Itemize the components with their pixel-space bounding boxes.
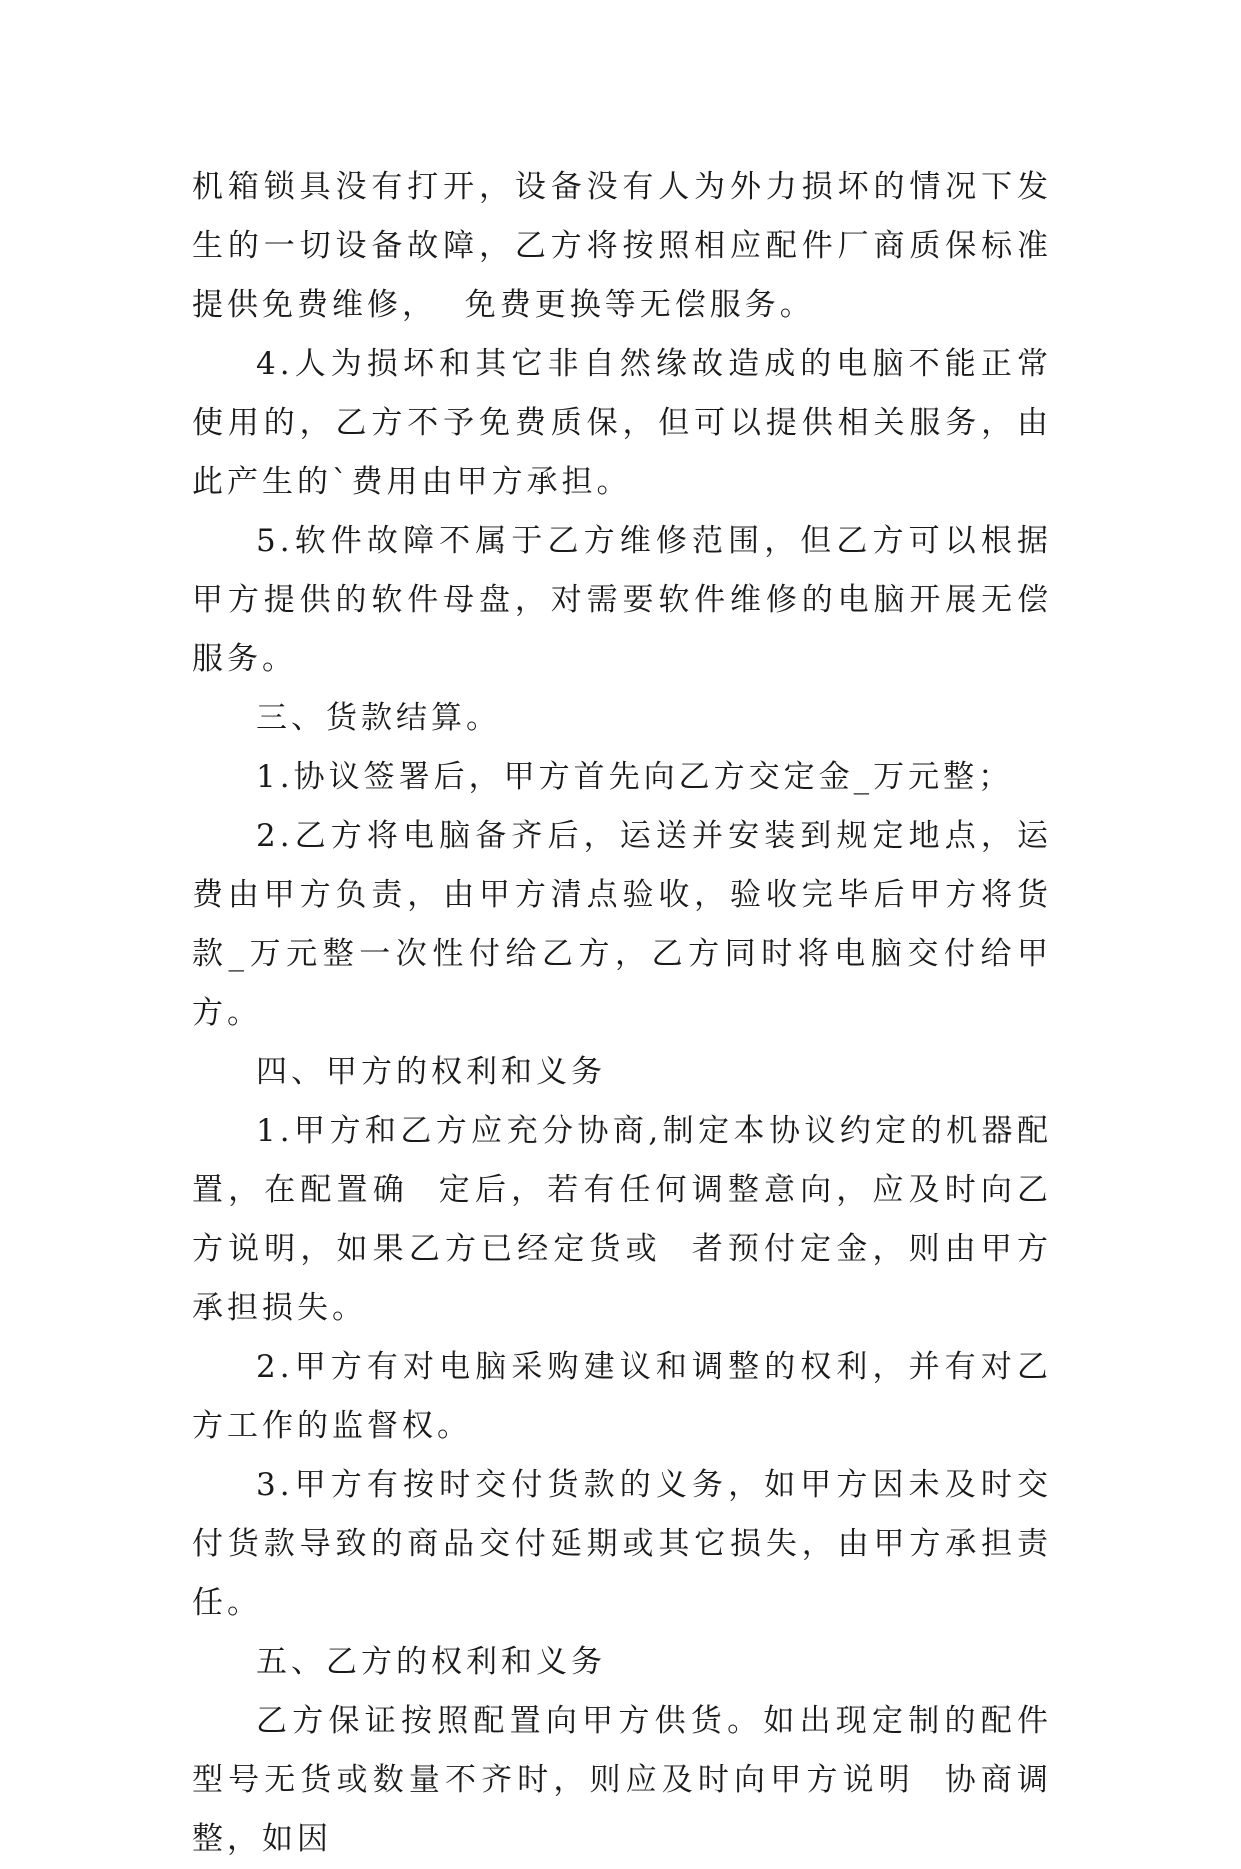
paragraph-line: 如果乙方已经定货或 者预付定金，则由甲方承担损失。 <box>192 1231 1052 1326</box>
document-body <box>192 158 1052 1869</box>
paragraph-line: 提供的软件母盘，对需要软件维修的电脑开展无偿服务。 <box>192 582 1053 677</box>
paragraph-line: 4.人为损坏和其它非自然缘故造成的电脑不能正常使 <box>192 346 1052 441</box>
paragraph-line: 款导致的商品交付延期或其它损失，由甲方承担责任。 <box>192 1526 1053 1621</box>
paragraph-line: 甲方负责，由甲方清点验收，验收完毕后甲方将货款_万元 <box>192 877 1053 972</box>
paragraph-line: 3.甲方有按时交付货款的义务，如甲方因未及时交付货 <box>192 1467 1052 1562</box>
paragraph-p4 <box>192 689 1052 748</box>
paragraph-line: 5.软件故障不属于乙方维修范围，但乙方可以根据甲方 <box>192 523 1052 618</box>
paragraph-p3 <box>192 512 1052 689</box>
paragraph-line: 2.乙方将电脑备齐后，运送并安装到规定地点，运费由 <box>192 818 1052 913</box>
paragraph-line: 五、乙方的权利和义务 <box>256 1644 606 1680</box>
paragraph-p1 <box>192 158 1052 335</box>
paragraph-line: 整一次性付给乙方，乙方同时将电脑交付给甲方。 <box>192 936 1053 1031</box>
paragraph-line: 的`费用由甲方承担。 <box>297 464 632 500</box>
paragraph-p6 <box>192 807 1052 1043</box>
paragraph-line: 作的监督权。 <box>262 1408 472 1444</box>
paragraph-line: 在配置确 定后，若有任何调整意向，应及时向乙方说明， <box>192 1172 1052 1267</box>
paragraph-line: 1.甲方和乙方应充分协商,制定本协议约定的机器配置， <box>192 1113 1052 1208</box>
paragraph-line: 机箱锁具没有打开，设备没有人为外力损坏的情况下发生的 <box>192 169 1052 264</box>
paragraph-line: 三、货款结算。 <box>256 700 501 736</box>
paragraph-p12 <box>192 1692 1052 1869</box>
paragraph-line: 1.协议签署后，甲方首先向乙方交定金_万元整； <box>256 759 1014 795</box>
paragraph-p11 <box>192 1633 1052 1692</box>
paragraph-line: 一切设备故障，乙方将按照相应配件厂商质保标准提供免费 <box>192 228 1053 323</box>
paragraph-p9 <box>192 1338 1052 1456</box>
paragraph-line: 四、甲方的权利和义务 <box>256 1054 606 1090</box>
paragraph-p10 <box>192 1456 1052 1633</box>
paragraph-p7 <box>192 1043 1052 1102</box>
paragraph-p8 <box>192 1102 1052 1338</box>
paragraph-line: 维修， 免费更换等无偿服务。 <box>332 287 815 323</box>
paragraph-p5 <box>192 748 1052 807</box>
paragraph-line: 无货或数量不齐时，则应及时向甲方说明 协商调整，如因 <box>192 1762 1052 1857</box>
paragraph-line: 用的，乙方不予免费质保，但可以提供相关服务，由此产生 <box>192 405 1053 500</box>
paragraph-p2 <box>192 335 1052 512</box>
paragraph-line: 2.甲方有对电脑采购建议和调整的权利，并有对乙方工 <box>192 1349 1052 1444</box>
paragraph-line: 乙方保证按照配置向甲方供货。如出现定制的配件型号 <box>192 1703 1052 1798</box>
